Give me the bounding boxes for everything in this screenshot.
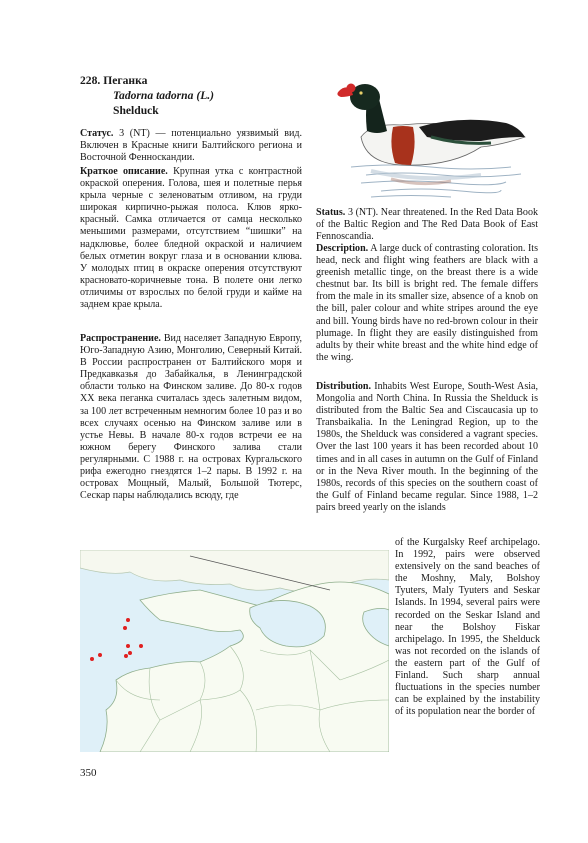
- en-status-label: Status.: [316, 207, 346, 218]
- en-description-text: A large duck of contrasting coloration. Its head, neck and flight wing feathers are black with a greenish metallic tinge, on the breast there is a wide chestnut bar. Its bill is bright red. The female differs from the male in its smaller size, absence of a knob on the bill, paler colour and white stripes around the eye and bill. Young birds have no red-brown colour in their plumage. In flight they are easily distinguished from adults by their white breast and the white hind edge of the wing.: [316, 243, 538, 363]
- species-latin-name: Tadorna tadorna (L.): [113, 89, 215, 102]
- ru-status-text: 3 (NT) — потенциально уязвимый вид. Включен в Красные книги Балтийского региона и Восточной Фенноскандии.: [80, 128, 302, 164]
- en-distribution-label: Distribution.: [316, 381, 371, 392]
- en-status-text: 3 (NT). Near threatened. In the Red Data Book of the Baltic Region and The Red Data Book of East Fennoscandia.: [316, 207, 538, 243]
- record-dot: [90, 657, 94, 661]
- record-dot: [98, 653, 102, 657]
- record-dot: [124, 654, 128, 658]
- record-dot: [139, 644, 143, 648]
- ru-description-label: Краткое описание.: [80, 166, 168, 177]
- record-dot: [126, 644, 130, 648]
- distribution-map: [80, 550, 389, 752]
- record-dot: [128, 651, 132, 655]
- en-description-label: Description.: [316, 243, 369, 254]
- page-number: 350: [80, 767, 97, 779]
- species-english-name: Shelduck: [113, 104, 159, 117]
- ru-status-label: Статус.: [80, 128, 114, 139]
- ru-status-paragraph: [80, 128, 302, 164]
- record-dot: [123, 626, 127, 630]
- water-ripples: [351, 165, 521, 197]
- en-distribution-text: Inhabits West Europe, South-West Asia, Mongolia and North China. In Russia the Shelduck is distributed from the Baltic Sea and Ciscaucasia up to Transbaikalia. In the Leningrad Region, up to the 1980s, the Shelduck was considered a vagrant species. Over the last 100 years it has been recorded about 10 times and in all cases in autumn on the Gulf of Finland or in the Neva River mouth. In the beginning of the 1980s, records of this species on the southern coast of the Gulf of Finland became regular. Since 1988, 1–2 pairs breed yearly on the islands: [316, 381, 538, 513]
- shelduck-illustration: [331, 75, 527, 199]
- record-dot: [126, 618, 130, 622]
- en-distribution-continued: of the Kurgalsky Reef archipelago. In 1992, pairs were observed extensively on the sand beaches of the Moshny, Maly, Bolshoy Tyuters, Maly Tyuters and Seskar Islands. In 1994, several pairs were recorded on the Seskar Island and near the Bolshoy Fiskar archipelago. In 1995, the Shelduck was not recorded on the islands of the eastern part of the Gulf of Finland. Such sharp annual fluctuations in the species number can be explained by the instability of its population near the border of: [395, 537, 540, 718]
- en-description-paragraph: [316, 243, 538, 364]
- ru-distribution-text: Вид населяет Западную Европу, Юго-Западную Азию, Монголию, Северный Китай. В России распространен от Балтийского моря и Предкавказья до Забайкалья, в Ленинградской области только на Финском заливе. До 80-х годов XX века пеганка считалась здесь залетным видом, за 100 лет встреченным немногим более 10 раз и во всех случаях осенью на Финском заливе или в устье Невы. В начале 80-х годов встречи ее на южном берегу Финского залива стали регулярными. С 1988 г. на островах Кургальского рифа ежегодно гнездятся 1–2 пары. В 1992 г. на островах Мощный, Малый, Большой Тютерс, Сескар пары наблюдались всюду, где: [80, 333, 302, 502]
- species-header: [80, 73, 300, 118]
- en-status-paragraph: [316, 207, 538, 243]
- ru-distribution-paragraph: [80, 333, 302, 502]
- ru-distribution-label: Распространение.: [80, 333, 161, 344]
- ru-description-text: Крупная утка с контрастной окраской оперения. Голова, шея и полетные перья крыла черные с зеленоватым отливом, на груди широкая кирпично-рыжая полоса. Клюв ярко-красный. Самка отличается от самца несколько меньшими размерами, отсутствием “шишки” на надклювье, более бледной окраской и наличием белых отметин вокруг глаза и в основании клюва. У молодых птиц в окраске оперения отсутствуют красновато-коричневые тона. В полете они легко отличимы от взрослых по белой груди и кайме на заднем крае крыла.: [80, 166, 302, 311]
- ru-description-paragraph: [80, 166, 302, 311]
- species-number-title: 228. Пеганка: [80, 74, 148, 87]
- en-distribution-paragraph: [316, 381, 538, 514]
